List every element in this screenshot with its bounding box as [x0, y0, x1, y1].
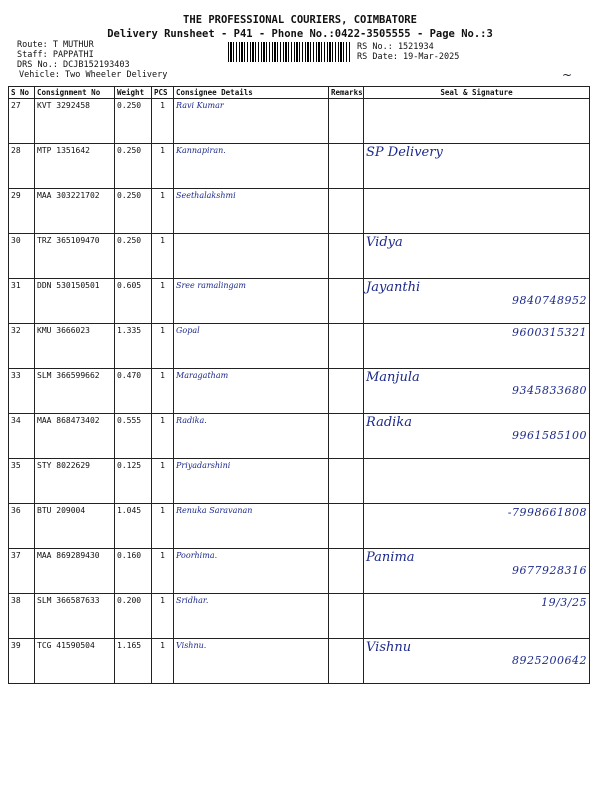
col-consignee: Consignee Details [174, 87, 329, 99]
table-row [9, 99, 590, 144]
col-sno: S No [9, 87, 35, 99]
pcs-cell: 1 [152, 144, 174, 189]
weight-cell: 1.165 [115, 639, 152, 684]
col-remarks: Remarks [329, 87, 364, 99]
weight-cell: 0.555 [115, 414, 152, 459]
remarks-cell [329, 594, 364, 639]
signature-phone: 8925200642 [512, 654, 587, 667]
signature-name: Vishnu [366, 640, 412, 655]
pcs-cell: 1 [152, 279, 174, 324]
consignee-cell: Seethalakshmi [174, 189, 329, 234]
rs-number: RS No.: 1521934 [357, 42, 434, 52]
signature-cell [364, 549, 590, 594]
weight-cell: 0.250 [115, 99, 152, 144]
barcode [228, 42, 350, 62]
signature-phone: 19/3/25 [541, 596, 587, 609]
remarks-cell [329, 144, 364, 189]
pcs-cell: 1 [152, 324, 174, 369]
remarks-cell [329, 234, 364, 279]
remarks-cell [329, 99, 364, 144]
table-row [9, 234, 590, 279]
signature-cell [364, 369, 590, 414]
company-title: THE PROFESSIONAL COURIERS, COIMBATORE [183, 14, 417, 26]
sno-cell: 32 [9, 324, 35, 369]
pcs-cell: 1 [152, 594, 174, 639]
col-weight: Weight [115, 87, 152, 99]
table-row [9, 504, 590, 549]
pcs-cell: 1 [152, 99, 174, 144]
table-row [9, 594, 590, 639]
signature-name: Manjula [366, 370, 420, 385]
consignee-cell: Poorhima. [174, 549, 329, 594]
weight-cell: 0.250 [115, 144, 152, 189]
consignment-cell: MAA 869289430 [35, 549, 115, 594]
signature-phone: 9961585100 [512, 429, 587, 442]
col-pcs: PCS [152, 87, 174, 99]
pcs-cell: 1 [152, 234, 174, 279]
consignee-cell [174, 234, 329, 279]
table-row [9, 324, 590, 369]
table-row [9, 189, 590, 234]
signature-cell [364, 639, 590, 684]
pcs-cell: 1 [152, 459, 174, 504]
consignee-cell: Gopal [174, 324, 329, 369]
weight-cell: 0.605 [115, 279, 152, 324]
vehicle-text: Vehicle: Two Wheeler Delivery [19, 70, 168, 80]
col-consignment: Consignment No [35, 87, 115, 99]
pcs-cell: 1 [152, 414, 174, 459]
signature-cell [364, 279, 590, 324]
signature-name: Jayanthi [366, 280, 421, 295]
weight-cell: 0.125 [115, 459, 152, 504]
handwritten-mark: ~ [562, 68, 573, 82]
table-header-row [9, 87, 590, 99]
consignment-cell: MTP 1351642 [35, 144, 115, 189]
sno-cell: 31 [9, 279, 35, 324]
signature-cell [364, 189, 590, 234]
signature-phone: 9600315321 [512, 326, 587, 339]
drs-text: DRS No.: DCJB152193403 [17, 60, 130, 70]
signature-phone: 9840748952 [512, 294, 587, 307]
table-row [9, 279, 590, 324]
consignment-cell: STY 8022629 [35, 459, 115, 504]
weight-cell: 1.335 [115, 324, 152, 369]
remarks-cell [329, 369, 364, 414]
weight-cell: 0.470 [115, 369, 152, 414]
sno-cell: 34 [9, 414, 35, 459]
signature-cell [364, 234, 590, 279]
table-row [9, 369, 590, 414]
sno-cell: 27 [9, 99, 35, 144]
signature-cell [364, 594, 590, 639]
signature-cell [364, 99, 590, 144]
consignment-cell: KVT 3292458 [35, 99, 115, 144]
signature-name: Panima [366, 550, 415, 565]
pcs-cell: 1 [152, 639, 174, 684]
pcs-cell: 1 [152, 369, 174, 414]
consignee-cell: Kannapiran. [174, 144, 329, 189]
consignment-cell: SLM 366587633 [35, 594, 115, 639]
signature-phone: 9677928316 [512, 564, 587, 577]
staff-text: Staff: PAPPATHI [17, 50, 94, 60]
consignee-cell: Radika. [174, 414, 329, 459]
runsheet-title: Delivery Runsheet - P41 - Phone No.:0422-3505555 - Page No.:3 [107, 28, 493, 40]
table-row [9, 414, 590, 459]
consignment-cell: SLM 366599662 [35, 369, 115, 414]
signature-cell [364, 504, 590, 549]
table-row [9, 459, 590, 504]
remarks-cell [329, 459, 364, 504]
remarks-cell [329, 189, 364, 234]
consignee-cell: Sridhar. [174, 594, 329, 639]
col-signature: Seal & Signature [364, 87, 590, 99]
consignment-cell: MAA 868473402 [35, 414, 115, 459]
sno-cell: 39 [9, 639, 35, 684]
consignment-cell: MAA 303221702 [35, 189, 115, 234]
consignment-cell: TRZ 365109470 [35, 234, 115, 279]
consignee-cell: Priyadarshini [174, 459, 329, 504]
pcs-cell: 1 [152, 189, 174, 234]
rs-date: RS Date: 19-Mar-2025 [357, 52, 460, 62]
signature-name: SP Delivery [366, 145, 443, 160]
meta-left [17, 40, 167, 80]
signature-cell [364, 459, 590, 504]
sno-cell: 38 [9, 594, 35, 639]
signature-cell [364, 324, 590, 369]
sno-cell: 29 [9, 189, 35, 234]
meta-right [357, 42, 459, 62]
pcs-cell: 1 [152, 504, 174, 549]
signature-phone: 9345833680 [512, 384, 587, 397]
signature-phone: -7998661808 [507, 506, 587, 519]
signature-cell [364, 144, 590, 189]
consignee-cell: Vishnu. [174, 639, 329, 684]
weight-cell: 0.250 [115, 234, 152, 279]
weight-cell: 1.045 [115, 504, 152, 549]
remarks-cell [329, 279, 364, 324]
table-row [9, 549, 590, 594]
signature-name: Radika [366, 415, 412, 430]
weight-cell: 0.200 [115, 594, 152, 639]
table-row [9, 639, 590, 684]
consignment-cell: TCG 41590504 [35, 639, 115, 684]
remarks-cell [329, 639, 364, 684]
signature-cell [364, 414, 590, 459]
remarks-cell [329, 504, 364, 549]
consignment-cell: KMU 3666023 [35, 324, 115, 369]
sno-cell: 28 [9, 144, 35, 189]
table-row [9, 144, 590, 189]
signature-name: Vidya [366, 235, 403, 250]
sno-cell: 36 [9, 504, 35, 549]
sno-cell: 30 [9, 234, 35, 279]
weight-cell: 0.250 [115, 189, 152, 234]
weight-cell: 0.160 [115, 549, 152, 594]
remarks-cell [329, 549, 364, 594]
consignee-cell: Ravi Kumar [174, 99, 329, 144]
runsheet-table [8, 86, 590, 684]
pcs-cell: 1 [152, 549, 174, 594]
remarks-cell [329, 414, 364, 459]
remarks-cell [329, 324, 364, 369]
consignee-cell: Sree ramalingam [174, 279, 329, 324]
consignment-cell: BTU 209004 [35, 504, 115, 549]
sno-cell: 35 [9, 459, 35, 504]
consignment-cell: DDN 530150501 [35, 279, 115, 324]
sno-cell: 37 [9, 549, 35, 594]
consignee-cell: Maragatham [174, 369, 329, 414]
route-text: Route: T MUTHUR [17, 40, 94, 50]
sno-cell: 33 [9, 369, 35, 414]
consignee-cell: Renuka Saravanan [174, 504, 329, 549]
